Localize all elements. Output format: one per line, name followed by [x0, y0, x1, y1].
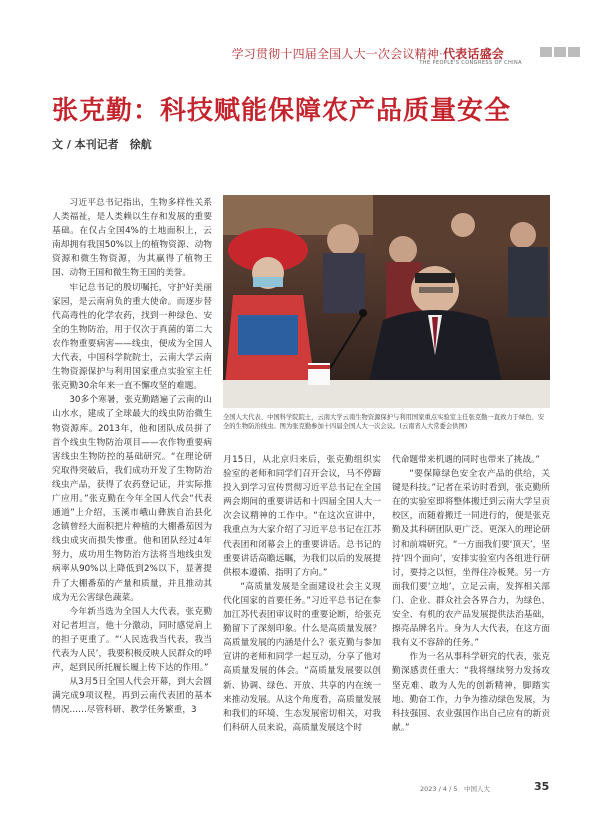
paragraph: 30多个寒暑，张克勤踏遍了云南的山山水水，建成了全球最大的线虫防治微生物资源库。2013年，他和团队成员拼了首个线虫生物防治项目——农作物重要病害线虫生物防控的基础研究。“在理论研究取得突破后，我们成功开发了生物防治线虫产品，获得了农药登记证，并实际推广应用。”张克勤在今年全国人代会“代表通道”上介绍，玉溪市峨山彝族自治县化念镇曾经大面积把片种植的大棚番茄因为线虫成灾而损失惨重。他和团队经过4年努力，成功用生物防治方法将当地线虫发病率从90%以上降低到2%以下，显著提升了大棚番茄的产量和质量，并且推动其成为无公害绿色蔬菜。 — [52, 395, 212, 603]
text-column-3 — [392, 453, 550, 783]
header-separator: · — [438, 47, 443, 61]
text-column-1 — [52, 196, 212, 781]
paragraph: 牢记总书记的殷切嘱托，守护好美丽家园，是云南肩负的重大使命。而逐步替代高毒性的化学农药，找到一种绿色、安全的生物防治，用于仅次于真菌的第二大农作物重要病害——线虫，便成为全国人大代表，中国科学院院士，云南大学云南生物资源保护与利用国家重点实验室主任张克勤30余年来一直不懈攻坚的难题。 — [52, 282, 212, 392]
paragraph: 代命题带来机遇的同时也带来了挑战。” — [392, 455, 540, 465]
article-title: 张克勤：科技赋能保障农产品质量安全 — [52, 96, 512, 126]
paragraph: 今年新当选为全国人大代表，张克勤对记者坦言，他十分激动，同时感觉肩上的担子更重了。“‘人民选我当代表，我当代表为人民’，我要积极反映人民群众的呼声，起到民所托履长履上传下达的作用。” — [52, 606, 212, 674]
page-number: 35 — [534, 780, 550, 793]
paragraph: 作为一名从事科学研究的代表，张克勤深感责任重大：“我将继续努力发扬攻坚克难、敢为人先的创新精神，脚踏实地、勤奋工作，力争为推动绿色发展，为科技强国、农业强国作出自己应有的新贡献。” — [392, 652, 550, 733]
paragraph: 习近平总书记指出，生物多样性关系人类福祉，是人类赖以生存和发展的重要基础。在仅占全国4%的土地面积上，云南却拥有我国50%以上的植物资源、动物资源和微生物资源，为其赢得了植物王国、动物王国和微生物王国的美誉。 — [52, 198, 212, 279]
paragraph: “高质量发展是全面建设社会主义现代化国家的首要任务。”习近平总书记在参加江苏代表团审议时的重要论断，给张克勤留下了深刻印象。什么是高质量发展？高质量发展的内涵是什么？张克勤与参加宣讲的老师和同学一起互动，分享了他对高质量发展的体会。“高质量发展要以创新、协调、绿色、开放、共享的内在统一来推动发展。从这个角度看，高质量发展和我们的环境、生态发展密切相关，对我们科研人员来说，高质量发展这个时 — [223, 581, 381, 733]
text-column-2 — [223, 453, 381, 783]
header-series: 学习贯彻十四届全国人大一次会议精神 — [231, 47, 439, 61]
byline: 文 / 本刊记者 徐航 — [52, 138, 152, 151]
header-decoration — [540, 47, 580, 57]
page-header — [231, 45, 580, 67]
header-section: 代表话盛会 — [442, 47, 504, 61]
header-subtitle: THE PEOPLE'S CONGRESS OF CHINA — [419, 60, 522, 66]
paragraph: “要保障绿色安全农产品的供给，关键是科技。”记者在采访时看到，张克勤所在的实验室即将整体搬迁到云南大学呈贡校区，而随着搬迁一同进行的，便是张克勤及其科研团队更广泛、更深入的理论研讨和前端研究。“一方面我们要‘顶天’，坚持‘四个面向’，安排实验室内各组进行研讨，要持之以恒，坐得住冷板凳。另一方面我们要‘立地’，立足云南，发挥相关部门、企业、群众社会各界合力，为绿色、安全、有机的农产品发展提供法治基础，擦亮品牌名片。身为人大代表，在这方面我有义不容辞的任务。” — [392, 469, 550, 649]
paragraph: 从3月5日全国人代会开幕，到大会圆满完成9项议程，再到云南代表团的基本情况……尽管科研、教学任务繁重，3 — [52, 677, 212, 716]
photo-caption: 全国人大代表、中国科学院院士，云南大学云南生物资源保护与利用国家重点实验室主任张克勤一直致力于绿色、安全的生物防治线虫。图为张克勤参加十四届全国人大一次会议。(云南省人大常委会供图) — [223, 414, 545, 430]
article-photo — [223, 195, 550, 408]
paragraph: 月15日，从北京归来后，张克勤组织实验室的老师和同学们召开会议，马不停蹄投入到学习宣传贯彻习近平总书记在全国两会期间的重要讲话和十四届全国人大一次会议精神的工作中。“在这次宣讲中，我重点为大家介绍了习近平总书记在江苏代表团和闭幕会上的重要讲话。总书记的重要讲话高瞻远瞩，为我们以后的发展提供根本遵循、指明了方向。” — [223, 455, 381, 578]
footer-issue: 2023 / 4 / 5 中国人大 — [420, 785, 490, 793]
